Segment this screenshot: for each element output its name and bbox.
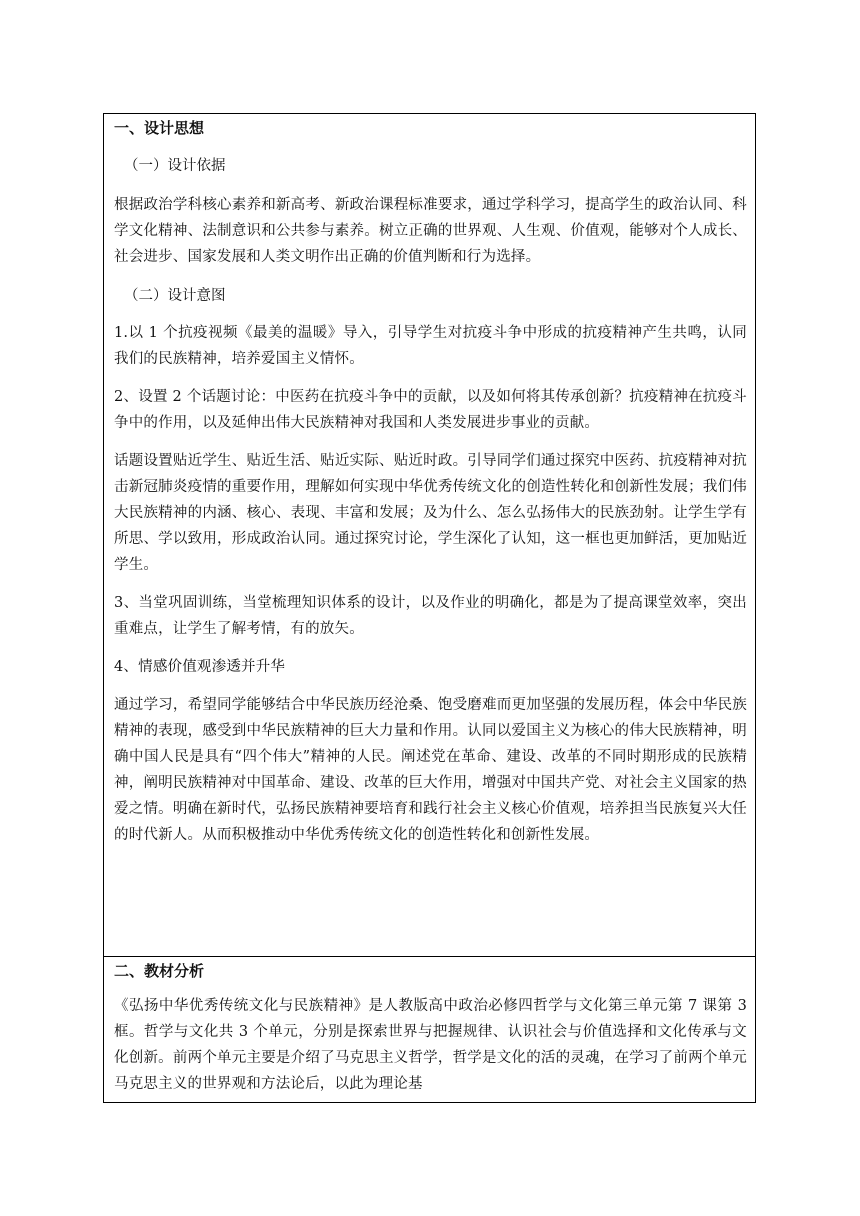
paragraph-intent-2: 2、设置 2 个话题讨论：中医药在抗疫斗争中的贡献，以及如何将其传承创新？抗疫精神在抗疫斗争中的作用，以及延伸出伟大民族精神对我国和人类发展进步事业的贡献。 (114, 389, 747, 431)
paragraph-intent-4: 4、情感价值观渗透并升华 (114, 659, 286, 675)
lesson-plan-table (103, 113, 756, 1103)
paragraph-intent-1: 1.以 1 个抗疫视频《最美的温暖》导入，引导学生对抗疫斗争中形成的抗疫精神产生共鸣，认同我们的民族精神，培养爱国主义情怀。 (114, 325, 747, 367)
subheading-design-basis: （一）设计依据 (124, 158, 226, 174)
paragraph-emotional-values: 通过学习，希望同学能够结合中华民族历经沧桑、饱受磨难而更加坚强的发展历程，体会中华民族精神的表现，感受到中华民族精神的巨大力量和作用。认同以爱国主义为核心的伟大民族精神，明确中国人民是具有“四个伟大”精神的人民。阐述党在革命、建设、改革的不同时期形成的民族精神，阐明民族精神对中国革命、建设、改革的巨大作用，增强对中国共产党、对社会主义国家的热爱之情。明确在新时代，弘扬民族精神要培育和践行社会主义核心价值观，培养担当民族复兴大任的时代新人。从而积极推动中华优秀传统文化的创造性转化和创新性发展。 (114, 697, 747, 843)
section-heading-textbook-analysis: 二、教材分析 (114, 962, 205, 980)
subheading-design-intent: （二）设计意图 (124, 288, 226, 304)
textbook-analysis-cell (104, 957, 755, 1103)
paragraph-textbook-analysis: 《弘扬中华优秀传统文化与民族精神》是人教版高中政治必修四哲学与文化第三单元第 7 课第 3 框。哲学与文化共 3 个单元，分别是探索世界与把握规律、认识社会与价值选择和文化传承与文化创新。前两个单元主要是介绍了马克思主义哲学，哲学是文化的活的灵魂，在学习了前两个单元马克思主义的世界观和方法论后，以此为理论基 (114, 998, 747, 1092)
paragraph-design-basis: 根据政治学科核心素养和新高考、新政治课程标准要求，通过学科学习，提高学生的政治认同、科学文化精神、法制意识和公共参与素养。树立正确的世界观、人生观、价值观，能够对个人成长、社会进步、国家发展和人类文明作出正确的价值判断和行为选择。 (114, 197, 747, 265)
design-thinking-cell (104, 114, 755, 957)
paragraph-intent-3: 3、当堂巩固训练，当堂梳理知识体系的设计，以及作业的明确化，都是为了提高课堂效率，突出重难点，让学生了解考情，有的放矢。 (114, 595, 747, 637)
section-heading-design-thinking: 一、设计思想 (114, 119, 205, 137)
paragraph-topic-setting: 话题设置贴近学生、贴近生活、贴近实际、贴近时政。引导同学们通过探究中医药、抗疫精神对抗击新冠肺炎疫情的重要作用，理解如何实现中华优秀传统文化的创造性转化和创新性发展；我们伟大民族精神的内涵、核心、表现、丰富和发展；及为什么、怎么弘扬伟大的民族劲射。让学生学有所思、学以致用，形成政治认同。通过探究讨论，学生深化了认知，这一框也更加鲜活，更加贴近学生。 (114, 453, 747, 573)
